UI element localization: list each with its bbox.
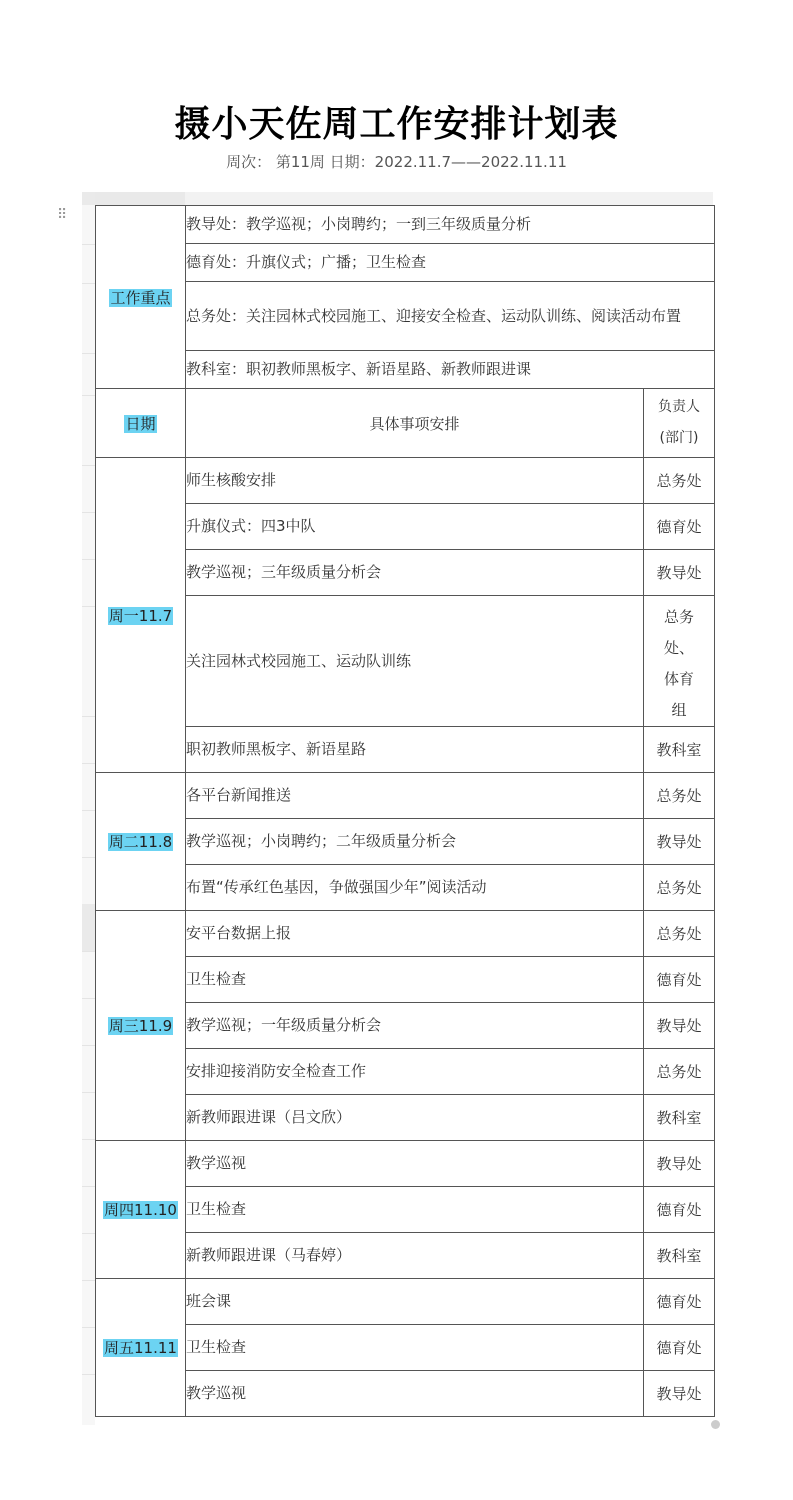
responsible-cell[interactable]: 教科室 <box>644 1095 715 1141</box>
focus-label-cell[interactable] <box>96 206 186 389</box>
header-details-cell[interactable]: 具体事项安排 <box>186 389 644 458</box>
task-cell[interactable]: 班会课 <box>186 1279 644 1325</box>
task-cell[interactable]: 升旗仪式：四3中队 <box>186 504 644 550</box>
responsible-cell[interactable]: 总务处 <box>644 773 715 819</box>
weekly-plan-table <box>95 205 715 1417</box>
header-date-label: 日期 <box>125 414 156 433</box>
responsible-cell[interactable]: 教科室 <box>644 727 715 773</box>
task-cell[interactable]: 安排迎接消防安全检查工作 <box>186 1049 644 1095</box>
day-label-cell[interactable] <box>96 911 186 1141</box>
focus-row <box>96 206 715 244</box>
responsible-cell[interactable]: 教科室 <box>644 1233 715 1279</box>
table-row <box>96 1003 715 1049</box>
task-cell[interactable]: 新教师跟进课（吕文欣） <box>186 1095 644 1141</box>
responsible-cell[interactable]: 德育处 <box>644 1279 715 1325</box>
focus-item-cell[interactable]: 教导处：教学巡视；小岗聘约；一到三年级质量分析 <box>186 206 715 244</box>
table-column-header-bar[interactable] <box>95 192 713 205</box>
responsible-cell[interactable]: 教导处 <box>644 1003 715 1049</box>
task-cell[interactable]: 教学巡视；三年级质量分析会 <box>186 550 644 596</box>
task-cell[interactable]: 职初教师黑板字、新语星路 <box>186 727 644 773</box>
page-title: 摄小天佐周工作安排计划表 <box>174 104 619 145</box>
table-row <box>96 1233 715 1279</box>
responsible-cell[interactable]: 德育处 <box>644 504 715 550</box>
focus-row <box>96 244 715 282</box>
table-row <box>96 458 715 504</box>
table-row <box>96 504 715 550</box>
task-cell[interactable]: 新教师跟进课（马春婷） <box>186 1233 644 1279</box>
day-label-cell[interactable] <box>96 1141 186 1279</box>
focus-row <box>96 282 715 351</box>
task-cell[interactable]: 安平台数据上报 <box>186 911 644 957</box>
task-cell[interactable]: 各平台新闻推送 <box>186 773 644 819</box>
focus-item-cell[interactable]: 教科室：职初教师黑板字、新语星路、新教师跟进课 <box>186 351 715 389</box>
focus-row <box>96 351 715 389</box>
responsible-cell[interactable]: 德育处 <box>644 1325 715 1371</box>
day-label-cell[interactable] <box>96 1279 186 1417</box>
table-row <box>96 911 715 957</box>
day-label-cell[interactable] <box>96 458 186 773</box>
task-cell[interactable]: 教学巡视；小岗聘约；二年级质量分析会 <box>186 819 644 865</box>
task-cell[interactable]: 布置“传承红色基因，争做强国少年”阅读活动 <box>186 865 644 911</box>
responsible-cell[interactable]: 德育处 <box>644 957 715 1003</box>
task-cell[interactable]: 卫生检查 <box>186 957 644 1003</box>
responsible-cell[interactable]: 教导处 <box>644 819 715 865</box>
focus-label: 工作重点 <box>110 288 171 307</box>
table-row <box>96 596 715 727</box>
responsible-cell[interactable]: 教导处 <box>644 1371 715 1417</box>
responsible-cell[interactable]: 总务处 <box>644 911 715 957</box>
responsible-cell[interactable]: 教导处 <box>644 550 715 596</box>
task-cell[interactable]: 教学巡视；一年级质量分析会 <box>186 1003 644 1049</box>
header-date-cell[interactable] <box>96 389 186 458</box>
header-row <box>96 389 715 458</box>
table-row <box>96 865 715 911</box>
day-label: 周一11.7 <box>108 606 173 625</box>
table-row <box>96 727 715 773</box>
task-cell[interactable]: 卫生检查 <box>186 1325 644 1371</box>
responsible-cell[interactable]: 德育处 <box>644 1187 715 1233</box>
focus-item-cell[interactable]: 总务处：关注园林式校园施工、迎接安全检查、运动队训练、阅读活动布置 <box>186 282 715 351</box>
responsible-cell[interactable]: 总务处 <box>644 865 715 911</box>
day-label-cell[interactable] <box>96 773 186 911</box>
table-row <box>96 957 715 1003</box>
task-cell[interactable]: 教学巡视 <box>186 1371 644 1417</box>
focus-item-cell[interactable]: 德育处：升旗仪式；广播；卫生检查 <box>186 244 715 282</box>
table-row <box>96 1325 715 1371</box>
column-header-first[interactable] <box>95 192 185 205</box>
responsible-cell[interactable]: 总务处 <box>644 458 715 504</box>
week-date-subtitle: 周次： 第11周 日期：2022.11.7——2022.11.11 <box>226 153 567 171</box>
table-row <box>96 1279 715 1325</box>
table-row <box>96 1095 715 1141</box>
day-label: 周三11.9 <box>108 1017 173 1035</box>
table-row <box>96 1187 715 1233</box>
day-label: 周四11.10 <box>104 1201 177 1219</box>
table-row <box>96 819 715 865</box>
task-cell[interactable]: 关注园林式校园施工、运动队训练 <box>186 596 644 727</box>
day-label: 周五11.11 <box>104 1339 177 1357</box>
table-row <box>96 550 715 596</box>
table-resize-handle[interactable] <box>711 1420 720 1429</box>
table-row <box>96 1141 715 1187</box>
responsible-cell[interactable]: 总务处、体育组 <box>644 596 715 727</box>
responsible-cell[interactable]: 教导处 <box>644 1141 715 1187</box>
table-row <box>96 1371 715 1417</box>
header-responsible-cell[interactable]: 负责人(部门) <box>644 389 715 458</box>
task-cell[interactable]: 教学巡视 <box>186 1141 644 1187</box>
responsible-cell[interactable]: 总务处 <box>644 1049 715 1095</box>
task-cell[interactable]: 师生核酸安排 <box>186 458 644 504</box>
day-label: 周二11.8 <box>108 833 173 851</box>
task-cell[interactable]: 卫生检查 <box>186 1187 644 1233</box>
table-row-header-bar[interactable] <box>82 192 95 1425</box>
drag-handle-icon[interactable]: ⠿ <box>57 207 68 223</box>
table-row <box>96 1049 715 1095</box>
table-row <box>96 773 715 819</box>
